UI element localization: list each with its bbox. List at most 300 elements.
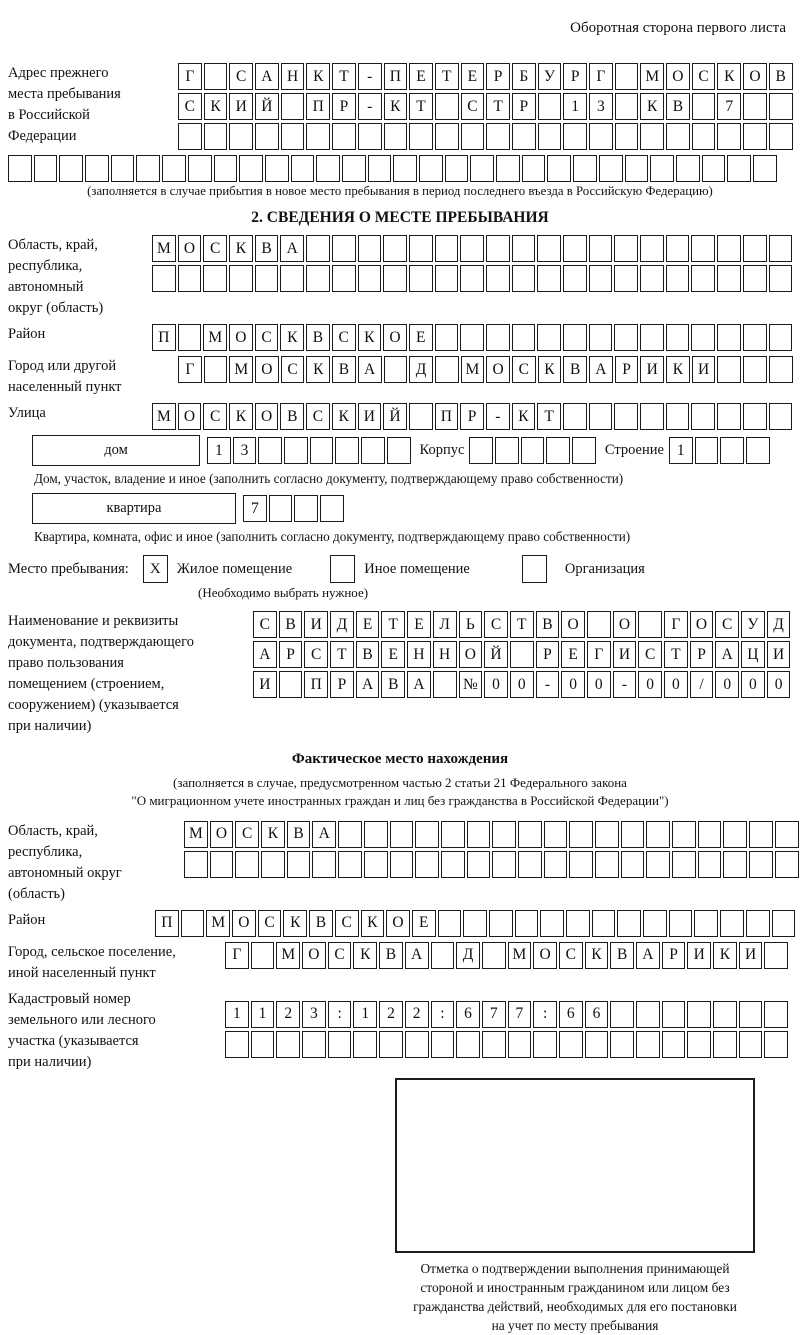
char-box[interactable]: О bbox=[302, 942, 326, 969]
char-box[interactable]: 6 bbox=[456, 1001, 480, 1028]
char-box[interactable] bbox=[265, 155, 289, 182]
char-box[interactable]: Г bbox=[587, 641, 611, 668]
char-box[interactable] bbox=[136, 155, 160, 182]
char-box[interactable] bbox=[364, 821, 388, 848]
char-box[interactable] bbox=[521, 437, 545, 464]
char-box[interactable] bbox=[384, 123, 408, 150]
char-box[interactable] bbox=[544, 851, 568, 878]
char-box[interactable] bbox=[486, 265, 510, 292]
char-box[interactable]: С bbox=[304, 641, 328, 668]
char-box[interactable] bbox=[358, 123, 382, 150]
char-box[interactable] bbox=[662, 1031, 686, 1058]
char-box[interactable] bbox=[743, 235, 767, 262]
char-box[interactable] bbox=[59, 155, 83, 182]
char-box[interactable] bbox=[469, 437, 493, 464]
char-box[interactable] bbox=[640, 403, 664, 430]
char-box[interactable] bbox=[482, 942, 506, 969]
char-box[interactable] bbox=[772, 910, 796, 937]
char-box[interactable] bbox=[563, 265, 587, 292]
char-box[interactable]: В bbox=[381, 671, 405, 698]
char-box[interactable] bbox=[276, 1031, 300, 1058]
char-box[interactable]: Р bbox=[330, 671, 354, 698]
char-box[interactable] bbox=[563, 403, 587, 430]
char-box[interactable]: С bbox=[332, 324, 356, 351]
char-box[interactable] bbox=[694, 910, 718, 937]
char-box[interactable]: К bbox=[353, 942, 377, 969]
char-box[interactable]: О bbox=[533, 942, 557, 969]
char-box[interactable]: О bbox=[210, 821, 234, 848]
char-box[interactable]: В bbox=[563, 356, 587, 383]
char-box[interactable] bbox=[210, 851, 234, 878]
char-box[interactable] bbox=[638, 611, 662, 638]
char-box[interactable] bbox=[717, 324, 741, 351]
char-box[interactable]: М bbox=[229, 356, 253, 383]
char-box[interactable] bbox=[614, 265, 638, 292]
char-box[interactable] bbox=[743, 123, 767, 150]
char-box[interactable]: Р bbox=[486, 63, 510, 90]
char-box[interactable] bbox=[510, 641, 534, 668]
char-box[interactable] bbox=[669, 910, 693, 937]
char-box[interactable] bbox=[572, 437, 596, 464]
char-box[interactable] bbox=[559, 1031, 583, 1058]
char-box[interactable] bbox=[162, 155, 186, 182]
char-box[interactable]: С bbox=[715, 611, 739, 638]
char-box[interactable]: О bbox=[229, 324, 253, 351]
char-box[interactable]: / bbox=[690, 671, 714, 698]
char-box[interactable] bbox=[569, 851, 593, 878]
char-box[interactable] bbox=[284, 437, 308, 464]
char-box[interactable]: А bbox=[312, 821, 336, 848]
char-box[interactable]: К bbox=[717, 63, 741, 90]
char-box[interactable] bbox=[595, 851, 619, 878]
char-box[interactable] bbox=[332, 123, 356, 150]
char-box[interactable] bbox=[723, 821, 747, 848]
char-box[interactable] bbox=[512, 265, 536, 292]
char-box[interactable] bbox=[435, 356, 459, 383]
char-box[interactable] bbox=[383, 265, 407, 292]
char-box[interactable] bbox=[691, 324, 715, 351]
char-box[interactable] bbox=[467, 821, 491, 848]
char-box[interactable] bbox=[589, 235, 613, 262]
char-box[interactable]: В bbox=[356, 641, 380, 668]
char-box[interactable] bbox=[563, 235, 587, 262]
char-box[interactable] bbox=[691, 403, 715, 430]
char-box[interactable] bbox=[379, 1031, 403, 1058]
char-box[interactable]: Л bbox=[433, 611, 457, 638]
char-box[interactable] bbox=[409, 235, 433, 262]
char-box[interactable]: С bbox=[335, 910, 359, 937]
char-box[interactable] bbox=[569, 821, 593, 848]
char-box[interactable] bbox=[441, 821, 465, 848]
char-box[interactable] bbox=[614, 235, 638, 262]
char-box[interactable] bbox=[640, 123, 664, 150]
char-box[interactable] bbox=[615, 123, 639, 150]
char-box[interactable]: И bbox=[739, 942, 763, 969]
char-box[interactable] bbox=[419, 155, 443, 182]
char-box[interactable] bbox=[662, 1001, 686, 1028]
char-box[interactable] bbox=[672, 851, 696, 878]
apartment-type-field[interactable]: квартира bbox=[32, 493, 236, 524]
char-box[interactable] bbox=[621, 821, 645, 848]
char-box[interactable] bbox=[178, 123, 202, 150]
char-box[interactable]: Ь bbox=[459, 611, 483, 638]
char-box[interactable]: 2 bbox=[276, 1001, 300, 1028]
char-box[interactable]: Е bbox=[381, 641, 405, 668]
char-box[interactable] bbox=[746, 437, 770, 464]
char-box[interactable]: Т bbox=[510, 611, 534, 638]
char-box[interactable]: С bbox=[203, 235, 227, 262]
char-box[interactable] bbox=[435, 123, 459, 150]
char-box[interactable] bbox=[538, 123, 562, 150]
char-box[interactable]: Т bbox=[486, 93, 510, 120]
char-box[interactable] bbox=[279, 671, 303, 698]
char-box[interactable] bbox=[383, 235, 407, 262]
char-box[interactable] bbox=[178, 324, 202, 351]
char-box[interactable] bbox=[546, 437, 570, 464]
char-box[interactable]: С bbox=[692, 63, 716, 90]
char-box[interactable] bbox=[280, 265, 304, 292]
char-box[interactable] bbox=[595, 821, 619, 848]
char-box[interactable] bbox=[544, 821, 568, 848]
char-box[interactable] bbox=[287, 851, 311, 878]
char-box[interactable]: 2 bbox=[405, 1001, 429, 1028]
char-box[interactable] bbox=[743, 93, 767, 120]
char-box[interactable] bbox=[312, 851, 336, 878]
char-box[interactable]: - bbox=[358, 63, 382, 90]
char-box[interactable]: К bbox=[283, 910, 307, 937]
checkbox-other-premises[interactable] bbox=[330, 555, 355, 583]
char-box[interactable] bbox=[393, 155, 417, 182]
char-box[interactable]: О bbox=[690, 611, 714, 638]
checkbox-organization[interactable] bbox=[522, 555, 547, 583]
char-box[interactable]: К bbox=[538, 356, 562, 383]
char-box[interactable] bbox=[152, 265, 176, 292]
char-box[interactable]: 6 bbox=[559, 1001, 583, 1028]
char-box[interactable] bbox=[251, 1031, 275, 1058]
char-box[interactable]: Е bbox=[407, 611, 431, 638]
char-box[interactable]: А bbox=[356, 671, 380, 698]
char-box[interactable] bbox=[615, 63, 639, 90]
char-box[interactable]: : bbox=[533, 1001, 557, 1028]
char-box[interactable]: 7 bbox=[482, 1001, 506, 1028]
char-box[interactable] bbox=[492, 821, 516, 848]
char-box[interactable] bbox=[435, 265, 459, 292]
char-box[interactable] bbox=[769, 265, 793, 292]
char-box[interactable] bbox=[405, 1031, 429, 1058]
char-box[interactable]: П bbox=[155, 910, 179, 937]
char-box[interactable] bbox=[585, 1031, 609, 1058]
char-box[interactable]: Д bbox=[330, 611, 354, 638]
char-box[interactable]: П bbox=[435, 403, 459, 430]
char-box[interactable] bbox=[692, 123, 716, 150]
char-box[interactable]: Е bbox=[409, 63, 433, 90]
char-box[interactable]: А bbox=[253, 641, 277, 668]
char-box[interactable]: С bbox=[306, 403, 330, 430]
char-box[interactable] bbox=[753, 155, 777, 182]
char-box[interactable]: О bbox=[232, 910, 256, 937]
char-box[interactable]: В bbox=[610, 942, 634, 969]
char-box[interactable] bbox=[255, 123, 279, 150]
char-box[interactable] bbox=[687, 1031, 711, 1058]
char-box[interactable]: Й bbox=[255, 93, 279, 120]
char-box[interactable] bbox=[384, 356, 408, 383]
char-box[interactable]: 0 bbox=[484, 671, 508, 698]
char-box[interactable] bbox=[111, 155, 135, 182]
char-box[interactable] bbox=[775, 851, 799, 878]
char-box[interactable] bbox=[460, 265, 484, 292]
char-box[interactable] bbox=[589, 123, 613, 150]
char-box[interactable]: М bbox=[152, 235, 176, 262]
char-box[interactable]: С bbox=[559, 942, 583, 969]
char-box[interactable]: Е bbox=[461, 63, 485, 90]
char-box[interactable]: Т bbox=[332, 63, 356, 90]
char-box[interactable] bbox=[625, 155, 649, 182]
char-box[interactable]: И bbox=[304, 611, 328, 638]
char-box[interactable]: Н bbox=[433, 641, 457, 668]
char-box[interactable]: О bbox=[666, 63, 690, 90]
char-box[interactable] bbox=[204, 356, 228, 383]
char-box[interactable] bbox=[621, 851, 645, 878]
char-box[interactable]: 3 bbox=[233, 437, 257, 464]
char-box[interactable] bbox=[640, 235, 664, 262]
char-box[interactable] bbox=[743, 324, 767, 351]
char-box[interactable] bbox=[229, 265, 253, 292]
char-box[interactable] bbox=[691, 265, 715, 292]
char-box[interactable]: Т bbox=[435, 63, 459, 90]
char-box[interactable] bbox=[438, 910, 462, 937]
char-box[interactable]: Т bbox=[381, 611, 405, 638]
house-type-field[interactable]: дом bbox=[32, 435, 200, 466]
char-box[interactable] bbox=[302, 1031, 326, 1058]
char-box[interactable] bbox=[332, 265, 356, 292]
char-box[interactable]: И bbox=[613, 641, 637, 668]
char-box[interactable]: 1 bbox=[207, 437, 231, 464]
char-box[interactable]: 3 bbox=[302, 1001, 326, 1028]
char-box[interactable]: 7 bbox=[243, 495, 267, 522]
char-box[interactable] bbox=[566, 910, 590, 937]
char-box[interactable] bbox=[640, 324, 664, 351]
char-box[interactable]: И bbox=[229, 93, 253, 120]
char-box[interactable]: 6 bbox=[585, 1001, 609, 1028]
char-box[interactable] bbox=[538, 93, 562, 120]
char-box[interactable] bbox=[496, 155, 520, 182]
char-box[interactable]: И bbox=[640, 356, 664, 383]
char-box[interactable] bbox=[306, 123, 330, 150]
char-box[interactable]: Р bbox=[690, 641, 714, 668]
char-box[interactable]: С bbox=[512, 356, 536, 383]
char-box[interactable] bbox=[547, 155, 571, 182]
char-box[interactable]: Г bbox=[225, 942, 249, 969]
char-box[interactable]: Р bbox=[460, 403, 484, 430]
char-box[interactable]: М bbox=[640, 63, 664, 90]
char-box[interactable]: И bbox=[687, 942, 711, 969]
char-box[interactable]: Й bbox=[484, 641, 508, 668]
char-box[interactable] bbox=[717, 235, 741, 262]
char-box[interactable] bbox=[508, 1031, 532, 1058]
char-box[interactable] bbox=[338, 821, 362, 848]
char-box[interactable]: Б bbox=[512, 63, 536, 90]
char-box[interactable]: И bbox=[692, 356, 716, 383]
char-box[interactable]: 1 bbox=[353, 1001, 377, 1028]
char-box[interactable]: С bbox=[203, 403, 227, 430]
char-box[interactable] bbox=[522, 155, 546, 182]
char-box[interactable] bbox=[512, 123, 536, 150]
char-box[interactable] bbox=[258, 437, 282, 464]
char-box[interactable] bbox=[749, 821, 773, 848]
char-box[interactable]: Е bbox=[561, 641, 585, 668]
char-box[interactable]: В bbox=[279, 611, 303, 638]
char-box[interactable] bbox=[361, 437, 385, 464]
char-box[interactable]: К bbox=[332, 403, 356, 430]
char-box[interactable]: 0 bbox=[638, 671, 662, 698]
char-box[interactable] bbox=[387, 437, 411, 464]
char-box[interactable] bbox=[769, 403, 793, 430]
char-box[interactable]: Г bbox=[178, 356, 202, 383]
char-box[interactable]: Т bbox=[537, 403, 561, 430]
char-box[interactable]: К bbox=[229, 403, 253, 430]
char-box[interactable] bbox=[589, 324, 613, 351]
char-box[interactable] bbox=[743, 356, 767, 383]
char-box[interactable] bbox=[229, 123, 253, 150]
char-box[interactable]: М bbox=[206, 910, 230, 937]
char-box[interactable] bbox=[310, 437, 334, 464]
char-box[interactable] bbox=[640, 265, 664, 292]
char-box[interactable] bbox=[698, 821, 722, 848]
char-box[interactable] bbox=[666, 403, 690, 430]
char-box[interactable]: В bbox=[255, 235, 279, 262]
char-box[interactable]: У bbox=[538, 63, 562, 90]
char-box[interactable]: - bbox=[613, 671, 637, 698]
char-box[interactable]: Е bbox=[356, 611, 380, 638]
char-box[interactable] bbox=[181, 910, 205, 937]
char-box[interactable] bbox=[650, 155, 674, 182]
char-box[interactable] bbox=[482, 1031, 506, 1058]
char-box[interactable] bbox=[435, 324, 459, 351]
char-box[interactable] bbox=[492, 851, 516, 878]
char-box[interactable]: П bbox=[306, 93, 330, 120]
char-box[interactable]: В bbox=[309, 910, 333, 937]
char-box[interactable] bbox=[769, 235, 793, 262]
char-box[interactable] bbox=[463, 910, 487, 937]
char-box[interactable]: В bbox=[379, 942, 403, 969]
char-box[interactable]: М bbox=[461, 356, 485, 383]
char-box[interactable] bbox=[589, 265, 613, 292]
char-box[interactable]: К bbox=[361, 910, 385, 937]
char-box[interactable]: 0 bbox=[587, 671, 611, 698]
char-box[interactable]: О bbox=[486, 356, 510, 383]
checkbox-residential[interactable]: X bbox=[143, 555, 168, 583]
char-box[interactable] bbox=[691, 235, 715, 262]
char-box[interactable]: 0 bbox=[664, 671, 688, 698]
char-box[interactable] bbox=[537, 324, 561, 351]
char-box[interactable]: Р bbox=[279, 641, 303, 668]
char-box[interactable]: И bbox=[358, 403, 382, 430]
char-box[interactable]: К bbox=[713, 942, 737, 969]
char-box[interactable] bbox=[533, 1031, 557, 1058]
char-box[interactable] bbox=[342, 155, 366, 182]
char-box[interactable] bbox=[306, 235, 330, 262]
char-box[interactable] bbox=[717, 123, 741, 150]
char-box[interactable]: В bbox=[769, 63, 793, 90]
char-box[interactable] bbox=[764, 1031, 788, 1058]
char-box[interactable] bbox=[764, 942, 788, 969]
char-box[interactable] bbox=[646, 821, 670, 848]
char-box[interactable]: О bbox=[459, 641, 483, 668]
char-box[interactable]: И bbox=[253, 671, 277, 698]
char-box[interactable]: Д bbox=[456, 942, 480, 969]
char-box[interactable]: М bbox=[508, 942, 532, 969]
char-box[interactable] bbox=[353, 1031, 377, 1058]
char-box[interactable]: П bbox=[304, 671, 328, 698]
char-box[interactable] bbox=[358, 265, 382, 292]
char-box[interactable]: С bbox=[229, 63, 253, 90]
char-box[interactable]: В bbox=[306, 324, 330, 351]
char-box[interactable]: Е bbox=[409, 324, 433, 351]
char-box[interactable]: К bbox=[384, 93, 408, 120]
char-box[interactable] bbox=[294, 495, 318, 522]
char-box[interactable] bbox=[225, 1031, 249, 1058]
char-box[interactable] bbox=[445, 155, 469, 182]
char-box[interactable]: Д bbox=[767, 611, 791, 638]
char-box[interactable] bbox=[720, 910, 744, 937]
char-box[interactable]: Г bbox=[664, 611, 688, 638]
char-box[interactable]: № bbox=[459, 671, 483, 698]
char-box[interactable] bbox=[460, 324, 484, 351]
char-box[interactable] bbox=[470, 155, 494, 182]
char-box[interactable] bbox=[717, 356, 741, 383]
char-box[interactable] bbox=[563, 324, 587, 351]
char-box[interactable]: К bbox=[306, 356, 330, 383]
char-box[interactable]: 1 bbox=[251, 1001, 275, 1028]
char-box[interactable] bbox=[204, 123, 228, 150]
char-box[interactable]: А bbox=[407, 671, 431, 698]
char-box[interactable] bbox=[672, 821, 696, 848]
char-box[interactable]: Н bbox=[281, 63, 305, 90]
char-box[interactable]: О bbox=[255, 403, 279, 430]
char-box[interactable]: К bbox=[358, 324, 382, 351]
char-box[interactable] bbox=[433, 671, 457, 698]
char-box[interactable] bbox=[666, 324, 690, 351]
char-box[interactable]: А bbox=[589, 356, 613, 383]
char-box[interactable]: Т bbox=[664, 641, 688, 668]
char-box[interactable] bbox=[368, 155, 392, 182]
char-box[interactable] bbox=[335, 437, 359, 464]
char-box[interactable] bbox=[332, 235, 356, 262]
char-box[interactable]: : bbox=[431, 1001, 455, 1028]
char-box[interactable]: 7 bbox=[508, 1001, 532, 1028]
char-box[interactable] bbox=[702, 155, 726, 182]
char-box[interactable] bbox=[435, 93, 459, 120]
char-box[interactable] bbox=[358, 235, 382, 262]
char-box[interactable] bbox=[537, 235, 561, 262]
char-box[interactable]: В bbox=[287, 821, 311, 848]
char-box[interactable] bbox=[720, 437, 744, 464]
char-box[interactable]: Р bbox=[512, 93, 536, 120]
char-box[interactable] bbox=[461, 123, 485, 150]
char-box[interactable] bbox=[34, 155, 58, 182]
char-box[interactable]: К bbox=[640, 93, 664, 120]
char-box[interactable]: Н bbox=[407, 641, 431, 668]
char-box[interactable] bbox=[589, 403, 613, 430]
char-box[interactable] bbox=[251, 942, 275, 969]
char-box[interactable] bbox=[281, 93, 305, 120]
char-box[interactable]: М bbox=[203, 324, 227, 351]
char-box[interactable]: С bbox=[258, 910, 282, 937]
char-box[interactable]: В bbox=[280, 403, 304, 430]
char-box[interactable]: О bbox=[743, 63, 767, 90]
char-box[interactable]: С bbox=[178, 93, 202, 120]
char-box[interactable] bbox=[512, 235, 536, 262]
